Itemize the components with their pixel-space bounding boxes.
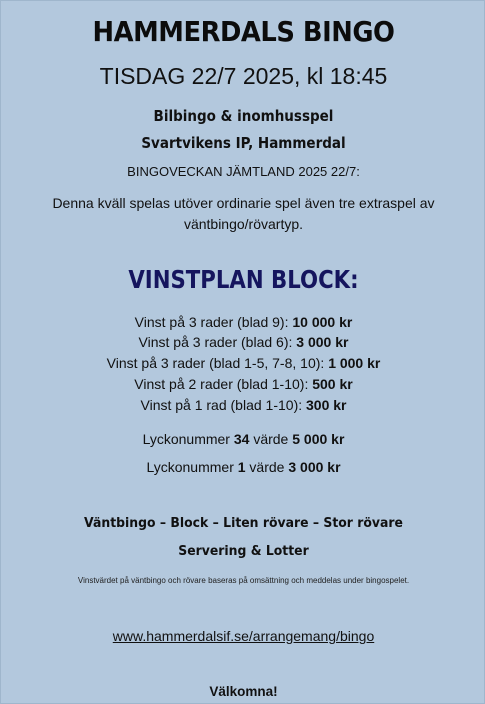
lucky-amount: 5 000 kr <box>292 431 345 447</box>
prize-amount: 500 kr <box>312 376 353 392</box>
game-list: Väntbingo – Block – Liten rövare – Stor rövare <box>84 515 403 531</box>
prize-row <box>1 397 485 413</box>
prize-amount: 300 kr <box>306 397 347 413</box>
lucky-middle: värde <box>249 431 293 447</box>
prize-label: Vinst på 3 rader (blad 6): <box>138 334 297 350</box>
website-link[interactable]: www.hammerdalsif.se/arrangemang/bingo <box>112 628 375 644</box>
prize-plan-heading: VINSTPLAN BLOCK: <box>128 265 359 294</box>
lucky-number: 1 <box>237 459 246 475</box>
welcome-text: Välkomna! <box>209 684 278 699</box>
lucky-number: 34 <box>233 431 250 447</box>
page-title: HAMMERDALS BINGO <box>92 15 395 48</box>
prize-amount: 10 000 kr <box>292 314 353 330</box>
prize-row <box>1 314 485 330</box>
prize-label: Vinst på 3 rader (blad 1-5, 7-8, 10): <box>106 355 329 371</box>
event-datetime: TISDAG 22/7 2025, kl 18:45 <box>99 63 388 89</box>
prize-label: Vinst på 1 rad (blad 1-10): <box>140 397 307 413</box>
event-type: Bilbingo & inomhusspel <box>153 107 334 125</box>
prize-label: Vinst på 3 rader (blad 9): <box>134 314 293 330</box>
week-heading: BINGOVECKAN JÄMTLAND 2025 22/7: <box>127 164 360 179</box>
lucky-prefix: Lyckonummer <box>142 431 234 447</box>
lucky-amount: 3 000 kr <box>288 459 341 475</box>
lucky-middle: värde <box>245 459 289 475</box>
prize-row <box>1 376 485 392</box>
prize-amount: 3 000 kr <box>296 334 349 350</box>
prize-row <box>1 355 485 371</box>
lucky-number-row <box>1 459 485 475</box>
event-venue: Svartvikens IP, Hammerdal <box>141 134 346 152</box>
prize-amount: 1 000 kr <box>328 355 381 371</box>
lucky-prefix: Lyckonummer <box>146 459 238 475</box>
footnote: Vinstvärdet på väntbingo och rövare baseras på omsättning och meddelas under bingospelet. <box>77 576 410 585</box>
prize-row <box>1 334 485 350</box>
lucky-number-row <box>1 431 485 447</box>
serving-info: Servering & Lotter <box>178 543 309 559</box>
event-description: Denna kväll spelas utöver ordinarie spel även tre extraspel av väntbingo/rövartyp. <box>52 195 435 232</box>
prize-label: Vinst på 2 rader (blad 1-10): <box>134 376 313 392</box>
